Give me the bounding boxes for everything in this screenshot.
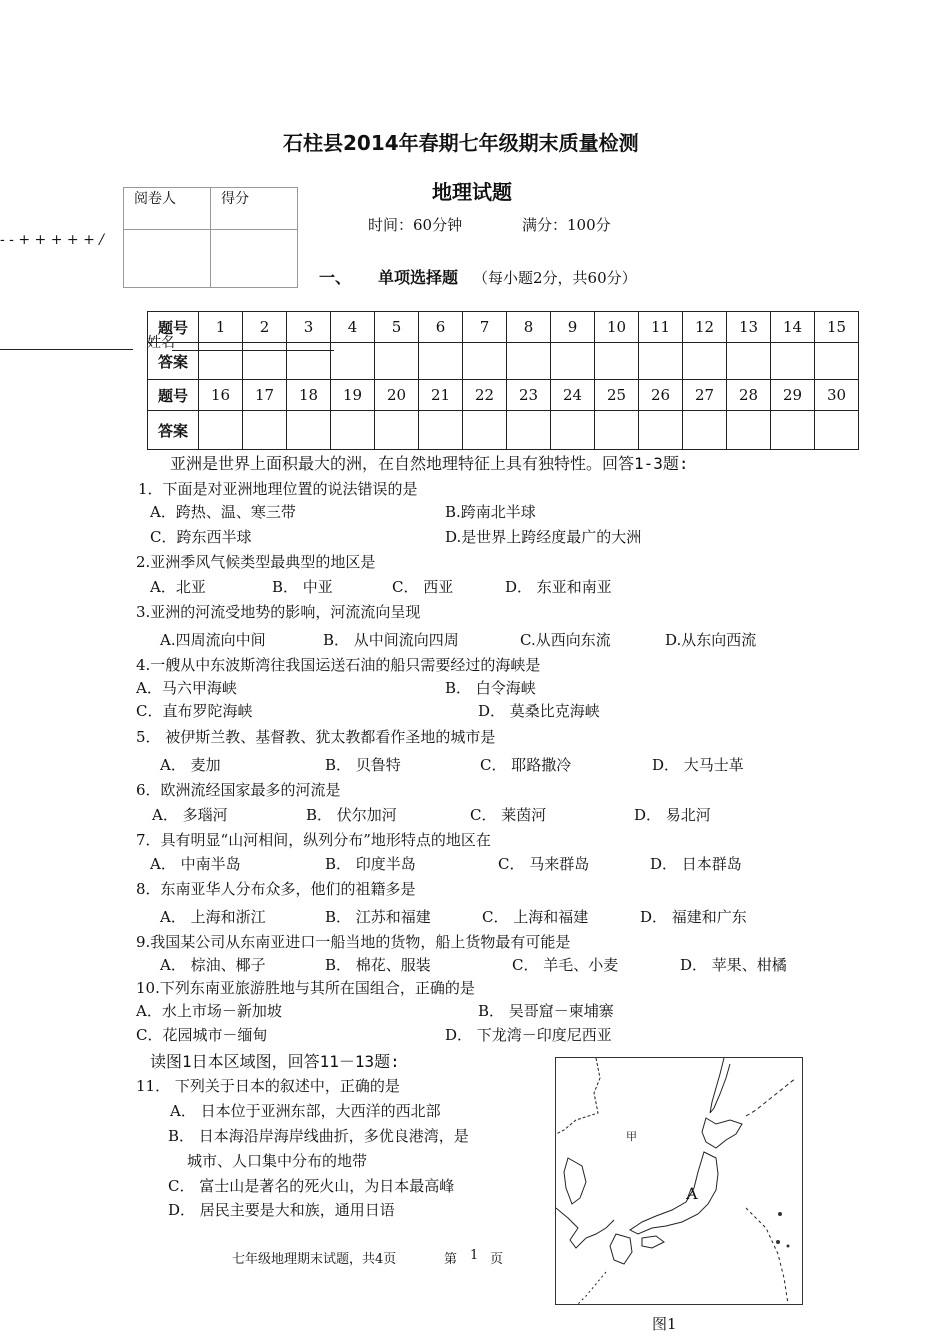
question-4-stem: 4.一艘从中东波斯湾往我国运送石油的船只需要经过的海峡是 (136, 656, 541, 674)
answer-cell[interactable] (287, 343, 331, 380)
answer-cell[interactable] (639, 411, 683, 450)
answer-cell[interactable] (507, 411, 551, 450)
question-3-option-d[interactable]: D.从东向西流 (665, 631, 757, 649)
question-6-option-d[interactable]: D． 易北河 (634, 806, 711, 824)
answer-cell[interactable] (815, 343, 859, 380)
question-10-option-b[interactable]: B． 吴哥窟－柬埔寨 (478, 1002, 614, 1020)
footer-page-prefix: 第 (444, 1252, 458, 1267)
footer-page-count: 七年级地理期末试题，共4页 (232, 1252, 397, 1267)
answer-table (147, 311, 859, 450)
answer-cell[interactable] (199, 343, 243, 380)
question-7-stem: 7．具有明显“山河相间，纵列分布”地形特点的地区在 (136, 831, 491, 849)
answer-cell[interactable] (595, 343, 639, 380)
answer-cell[interactable] (331, 343, 375, 380)
answer-cell[interactable] (727, 343, 771, 380)
answer-cell[interactable] (331, 411, 375, 450)
question-number: 7 (463, 312, 507, 343)
question-number: 6 (419, 312, 463, 343)
answer-cell[interactable] (287, 411, 331, 450)
japan-map-drawing (556, 1058, 802, 1304)
answer-table-row-answers-1 (148, 343, 859, 380)
answer-cell[interactable] (551, 411, 595, 450)
grader-label: 阅卷人 (124, 188, 211, 230)
answer-cell[interactable] (463, 343, 507, 380)
answer-label: 答案 (148, 343, 199, 380)
question-number: 25 (595, 380, 639, 411)
answer-cell[interactable] (375, 343, 419, 380)
footer-page-number: 1 (470, 1248, 479, 1263)
question-6-option-c[interactable]: C． 莱茵河 (470, 806, 547, 824)
question-number: 5 (375, 312, 419, 343)
japan-region-map (555, 1057, 803, 1305)
footer-page-suffix: 页 (490, 1252, 504, 1267)
question-number: 26 (639, 380, 683, 411)
question-number: 13 (727, 312, 771, 343)
answer-label: 答案 (148, 411, 199, 450)
question-2-option-d[interactable]: D． 东亚和南亚 (505, 578, 612, 596)
answer-table-row-numbers-1 (148, 312, 859, 343)
question-10-stem: 10.下列东南亚旅游胜地与其所在国组合，正确的是 (136, 979, 475, 997)
question-11-option-b[interactable]: B． 日本海沿岸海岸线曲折，多优良港湾，是 (168, 1127, 469, 1145)
question-11-stem: 11． 下列关于日本的叙述中，正确的是 (136, 1077, 400, 1095)
answer-cell[interactable] (639, 343, 683, 380)
question-11-option-d[interactable]: D． 居民主要是大和族，通用日语 (168, 1201, 395, 1219)
section-note: （每小题2分，共60分） (473, 269, 637, 287)
answer-cell[interactable] (463, 411, 507, 450)
question-4-option-d[interactable]: D． 莫桑比克海峡 (478, 702, 600, 720)
answer-cell[interactable] (243, 411, 287, 450)
question-2-option-b[interactable]: B． 中亚 (272, 578, 333, 596)
question-1-stem: 1．下面是对亚洲地理位置的说法错误的是 (138, 480, 418, 498)
question-number: 18 (287, 380, 331, 411)
question-9-option-c[interactable]: C． 羊毛、小麦 (512, 956, 619, 974)
question-number: 22 (463, 380, 507, 411)
question-3-option-b[interactable]: B． 从中间流向四周 (323, 631, 459, 649)
exam-subtitle: 地理试题 (432, 180, 512, 204)
question-number: 1 (199, 312, 243, 343)
question-5-option-a[interactable]: A． 麦加 (160, 756, 221, 774)
question-5-option-c[interactable]: C． 耶路撒冷 (480, 756, 572, 774)
question-1-option-d[interactable]: D.是世界上跨经度最广的大洲 (445, 528, 642, 546)
answer-cell[interactable] (727, 411, 771, 450)
exam-time: 时间：60分钟 (368, 216, 463, 234)
answer-cell[interactable] (815, 411, 859, 450)
question-9-option-d[interactable]: D． 苹果、柑橘 (680, 956, 787, 974)
answer-cell[interactable] (507, 343, 551, 380)
question-5-option-d[interactable]: D． 大马士革 (652, 756, 744, 774)
answer-cell[interactable] (419, 343, 463, 380)
exam-full-score: 满分：100分 (522, 216, 611, 234)
score-cell[interactable] (211, 230, 298, 288)
side-name-line (0, 349, 133, 350)
intro-paragraph-1: 亚洲是世界上面积最大的洲，在自然地理特征上具有独特性。回答1-3题: (170, 454, 689, 473)
question-11-option-a[interactable]: A． 日本位于亚洲东部，大西洋的西北部 (170, 1102, 441, 1120)
answer-cell[interactable] (683, 411, 727, 450)
question-number: 28 (727, 380, 771, 411)
question-number: 3 (287, 312, 331, 343)
question-7-option-b[interactable]: B． 印度半岛 (325, 855, 416, 873)
question-5-option-b[interactable]: B． 贝鲁特 (325, 756, 401, 774)
grader-cell[interactable] (124, 230, 211, 288)
question-9-option-a[interactable]: A． 棕油、椰子 (160, 956, 266, 974)
answer-cell[interactable] (243, 343, 287, 380)
question-number: 17 (243, 380, 287, 411)
question-7-option-c[interactable]: C． 马来群岛 (498, 855, 590, 873)
grader-table (123, 187, 298, 288)
question-number: 15 (815, 312, 859, 343)
intro-paragraph-2: 读图1日本区域图，回答11－13题: (150, 1052, 400, 1071)
question-6-option-b[interactable]: B． 伏尔加河 (306, 806, 397, 824)
question-number: 2 (243, 312, 287, 343)
question-4-option-b[interactable]: B． 白令海峡 (445, 679, 536, 697)
question-number: 30 (815, 380, 859, 411)
question-8-option-d[interactable]: D． 福建和广东 (640, 908, 747, 926)
question-1-option-a[interactable]: A．跨热、温、寒三带 (150, 503, 296, 521)
question-number: 20 (375, 380, 419, 411)
question-5-stem: 5． 被伊斯兰教、基督教、犹太教都看作圣地的城市是 (136, 728, 496, 746)
answer-cell[interactable] (771, 411, 815, 450)
question-6-stem: 6．欧洲流经国家最多的河流是 (136, 781, 341, 799)
answer-cell[interactable] (595, 411, 639, 450)
answer-cell[interactable] (375, 411, 419, 450)
question-number: 19 (331, 380, 375, 411)
answer-cell[interactable] (551, 343, 595, 380)
section-title: 单项选择题 (378, 268, 459, 287)
question-8-option-c[interactable]: C． 上海和福建 (482, 908, 589, 926)
question-4-option-a[interactable]: A．马六甲海峡 (136, 679, 237, 697)
answer-cell[interactable] (771, 343, 815, 380)
question-10-option-d[interactable]: D． 下龙湾－印度尼西亚 (445, 1026, 612, 1044)
question-8-stem: 8．东南亚华人分布众多，他们的祖籍多是 (136, 880, 416, 898)
side-binding-marks: - - + + + + + / (0, 232, 104, 248)
figure-caption: 图1 (652, 1315, 677, 1333)
exam-title: 石柱县2014年春期七年级期末质量检测 (283, 131, 639, 155)
section-number: 一、 (319, 268, 352, 287)
question-number: 29 (771, 380, 815, 411)
question-number-label: 题号 (148, 380, 199, 411)
question-2-option-a[interactable]: A．北亚 (150, 578, 206, 596)
question-11-option-b-continued: 城市、人口集中分布的地带 (187, 1152, 368, 1170)
name-label: 姓名 (147, 335, 175, 351)
question-number: 27 (683, 380, 727, 411)
answer-cell[interactable] (199, 411, 243, 450)
question-number: 21 (419, 380, 463, 411)
question-3-stem: 3.亚洲的河流受地势的影响，河流流向呈现 (136, 603, 421, 621)
question-number: 9 (551, 312, 595, 343)
question-number: 24 (551, 380, 595, 411)
question-number: 4 (331, 312, 375, 343)
question-2-stem: 2.亚洲季风气候类型最典型的地区是 (136, 553, 376, 571)
answer-table-row-numbers-2 (148, 380, 859, 411)
question-number: 10 (595, 312, 639, 343)
question-10-option-c[interactable]: C．花园城市－缅甸 (136, 1026, 268, 1044)
question-number: 11 (639, 312, 683, 343)
question-number: 23 (507, 380, 551, 411)
answer-cell[interactable] (683, 343, 727, 380)
question-1-option-c[interactable]: C．跨东西半球 (150, 528, 252, 546)
answer-table-row-answers-2 (148, 411, 859, 450)
question-number: 16 (199, 380, 243, 411)
question-8-option-a[interactable]: A． 上海和浙江 (160, 908, 266, 926)
question-number: 12 (683, 312, 727, 343)
question-4-option-c[interactable]: C．直布罗陀海峡 (136, 702, 253, 720)
question-number-label: 题号 (148, 312, 199, 343)
question-9-stem: 9.我国某公司从东南亚进口一船当地的货物，船上货物最有可能是 (136, 933, 571, 951)
question-11-option-c[interactable]: C． 富士山是著名的死火山，为日本最高峰 (168, 1177, 455, 1195)
question-6-option-a[interactable]: A． 多瑙河 (152, 806, 228, 824)
question-2-option-c[interactable]: C． 西亚 (392, 578, 454, 596)
question-3-option-a[interactable]: A.四周流向中间 (160, 631, 266, 649)
question-9-option-b[interactable]: B． 棉花、服装 (325, 956, 431, 974)
question-number: 14 (771, 312, 815, 343)
question-8-option-b[interactable]: B． 江苏和福建 (325, 908, 431, 926)
question-10-option-a[interactable]: A．水上市场－新加坡 (136, 1002, 282, 1020)
map-label-jia: 甲 (626, 1130, 637, 1143)
question-7-option-d[interactable]: D． 日本群岛 (650, 855, 742, 873)
map-label-a: A (686, 1184, 698, 1203)
question-1-option-b[interactable]: B.跨南北半球 (445, 503, 536, 521)
question-3-option-c[interactable]: C.从西向东流 (520, 631, 611, 649)
question-7-option-a[interactable]: A． 中南半岛 (150, 855, 241, 873)
answer-cell[interactable] (419, 411, 463, 450)
question-number: 8 (507, 312, 551, 343)
score-label: 得分 (211, 188, 298, 230)
